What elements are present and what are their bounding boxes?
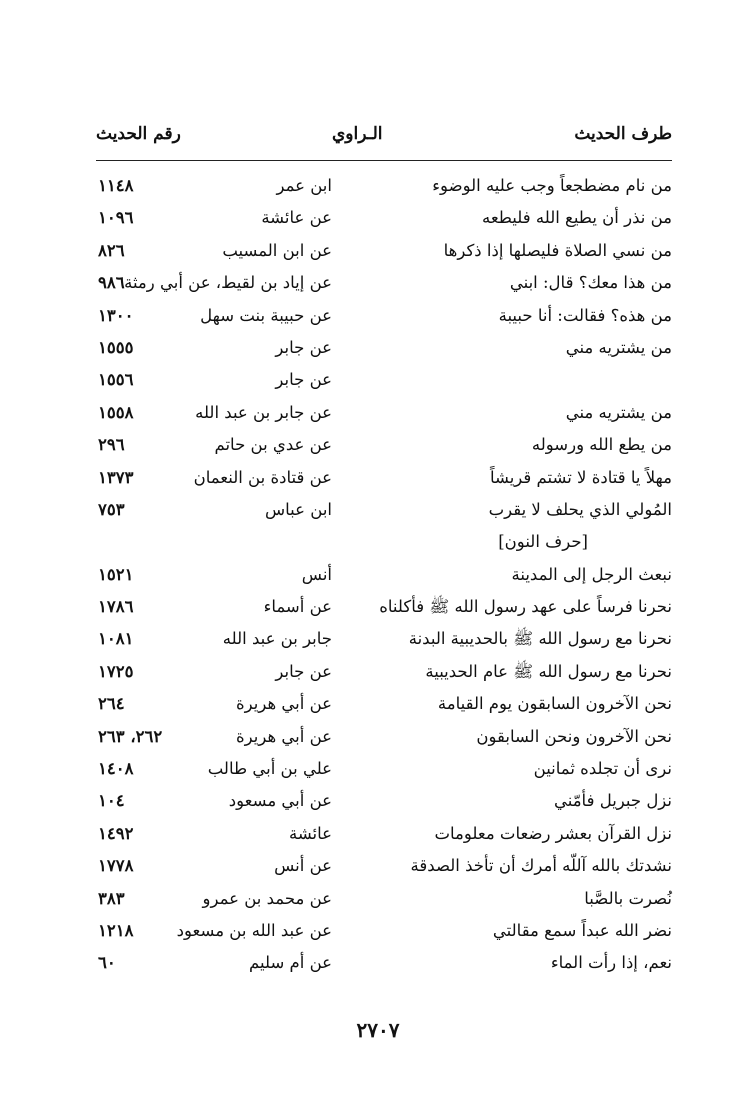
list-item [96,755,672,787]
narrator-text: عن ابن المسيب [222,240,332,260]
hadith-text: نحرنا فرساً على عهد رسول الله ﷺ فأكلناه [379,597,672,617]
hadith-text: المُولي الذي يحلف لا يقرب [488,499,672,519]
hadith-number: ١٥٥٦ [98,370,134,390]
hadith-number: ٢٩٦ [98,435,125,455]
hadith-number: ٩٨٦ [98,273,125,293]
hadith-text: من نام مضطجعاً وجب عليه الوضوء [432,176,672,195]
header-hadith: طرف الحديث [574,124,672,144]
hadith-number: ٢٦٤ [98,694,125,714]
list-item [96,237,672,269]
list-item [96,949,672,981]
hadith-number: ١٢١٨ [98,920,134,940]
page-number: ٢٧٠٧ [356,1018,400,1042]
hadith-text: نحن الآخرون ونحن السابقون [476,726,672,746]
hadith-number: ١٣٧٣ [98,467,134,487]
hadith-number: ١١٤٨ [98,176,134,195]
header-narrator: الـراوي [332,124,383,144]
narrator-text: عن أبي هريرة [236,694,332,714]
hadith-number: ١٥٥٥ [98,337,134,357]
hadith-text: من هذه؟ فقالت: أنا حبيبة [498,305,672,325]
hadith-text: نُصرت بالصَّبا [584,888,672,908]
hadith-number: ١٠٨١ [98,629,134,649]
list-item [96,885,672,917]
narrator-text: ابن عباس [265,499,332,519]
list-item [96,334,672,366]
header-number: رقم الحديث [96,124,181,144]
list-item [96,399,672,431]
list-item [96,366,672,398]
header-divider [96,160,672,161]
list-item [96,723,672,755]
table-header [96,124,672,156]
hadith-number: ٨٢٦ [98,240,125,260]
narrator-text: عن عائشة [261,208,332,228]
hadith-text: من يشتريه مني [565,402,672,422]
hadith-text: من نذر أن يطيع الله فليطعه [481,208,672,228]
list-item [96,302,672,334]
narrator-text: ابن عمر [276,176,332,195]
list-item [96,820,672,852]
narrator-text: علي بن أبي طالب [207,759,332,779]
hadith-number: ١٧٨٦ [98,597,134,617]
hadith-number: ٢٦٢، ٢٦٣ [98,726,163,746]
list-item [96,172,672,204]
hadith-text: نزل القرآن بعشر رضعات معلومات [434,823,672,843]
hadith-index-list [96,172,672,982]
narrator-text: عن حبيبة بنت سهل [200,305,332,325]
list-item [96,852,672,884]
narrator-text: عائشة [288,823,332,843]
narrator-text: عن أسماء [263,597,332,617]
hadith-number: ١٤٩٢ [98,823,134,843]
narrator-text: عن محمد بن عمرو [202,888,332,908]
hadith-number: ١٠٩٦ [98,208,134,228]
narrator-text: عن أبي هريرة [236,726,332,746]
hadith-text: نعم، إذا رأت الماء [550,953,672,973]
list-item [96,625,672,657]
narrator-text: أنس [301,564,332,584]
list-item [96,431,672,463]
hadith-text: من يشتريه مني [565,337,672,357]
narrator-text: عن أنس [274,856,332,876]
hadith-text: من هذا معك؟ قال: ابني [509,273,672,293]
hadith-text: نحن الآخرون السابقون يوم القيامة [437,694,672,714]
list-item [96,787,672,819]
section-heading-row [96,528,672,560]
list-item [96,561,672,593]
list-item [96,593,672,625]
hadith-number: ٣٨٣ [98,888,125,908]
list-item [96,658,672,690]
hadith-text: نحرنا مع رسول الله ﷺ بالحديبية البدنة [408,629,672,649]
hadith-text: نبعث الرجل إلى المدينة [511,564,672,584]
hadith-text: نشدتك بالله آللّه أمرك أن تأخذ الصدقة [410,856,672,876]
hadith-text: نرى أن تجلده ثمانين [533,759,672,779]
narrator-text: عن جابر بن عبد الله [195,402,332,422]
hadith-text: من يطع الله ورسوله [531,435,672,455]
hadith-text: من نسي الصلاة فليصلها إذا ذكرها [443,240,672,260]
narrator-text: جابر بن عبد الله [222,629,332,649]
hadith-number: ١٥٢١ [98,564,134,584]
hadith-number: ١٧٧٨ [98,856,134,876]
hadith-text: نحرنا مع رسول الله ﷺ عام الحديبية [425,661,672,681]
hadith-number: ١٥٥٨ [98,402,134,422]
hadith-number: ١٧٢٥ [98,661,134,681]
hadith-number: ١٠٤ [98,791,125,811]
list-item [96,917,672,949]
hadith-number: ٦٠ [98,953,116,973]
list-item [96,204,672,236]
narrator-text: عن قتادة بن النعمان [193,467,332,487]
hadith-number: ١٤٠٨ [98,759,134,779]
narrator-text: عن أبي مسعود [228,791,332,811]
hadith-text: نضر الله عبداً سمع مقالتي [492,920,672,940]
narrator-text: عن إياد بن لقيط، عن أبي رمثة [124,273,332,293]
narrator-text: عن أم سليم [249,953,332,973]
list-item [96,464,672,496]
hadith-number: ١٣٠٠ [98,305,134,325]
list-item [96,690,672,722]
narrator-text: عن جابر [275,370,332,390]
narrator-text: عن جابر [275,661,332,681]
narrator-text: عن عبد الله بن مسعود [176,920,332,940]
list-item [96,269,672,301]
section-heading-noon: [حرف النون] [498,532,588,552]
list-item [96,496,672,528]
hadith-text: مهلاً يا قتادة لا تشتم قريشاً [489,467,672,487]
narrator-text: عن عدي بن حاتم [214,435,332,455]
narrator-text: عن جابر [275,337,332,357]
hadith-number: ٧٥٣ [98,499,125,519]
hadith-text: نزل جبريل فأمّني [553,791,672,811]
